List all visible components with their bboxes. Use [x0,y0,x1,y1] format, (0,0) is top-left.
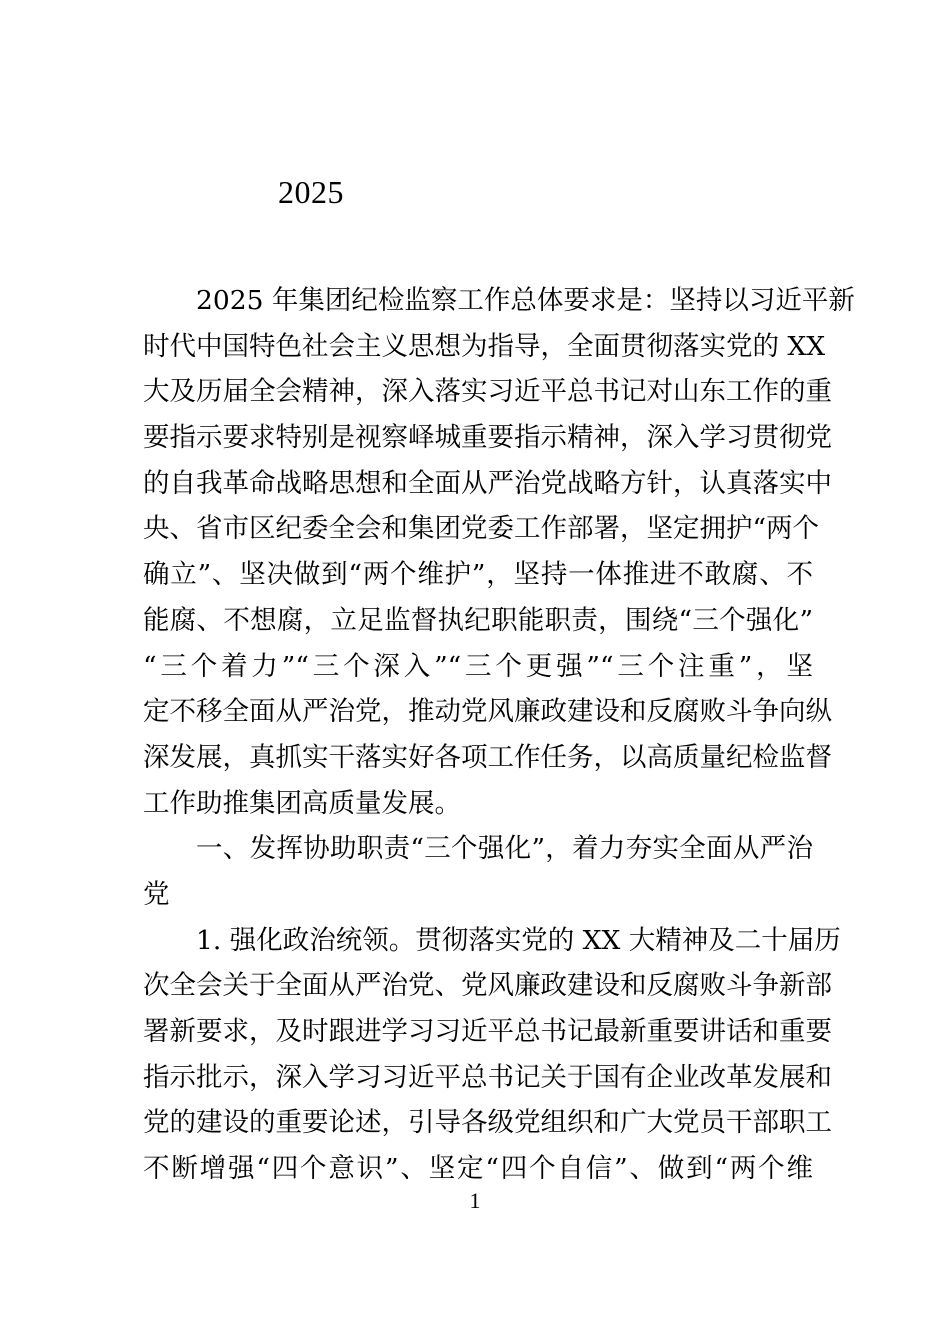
section-heading-line: 党 [143,878,170,910]
body-line: 能腐、不想腐，立足监督执纪职能职责，围绕“三个强化” [143,604,813,636]
body-line: 2025 年集团纪检监察工作总体要求是：坚持以习近平新 [196,285,855,316]
body-line: 指示批示，深入学习习近平总书记关于国有企业改革发展和 [143,1061,832,1093]
body-line: 大及历届全会精神，深入落实习近平总书记对山东工作的重 [143,376,832,408]
body-line: 定不移全面从严治党，推动党风廉政建设和反腐败斗争向纵 [143,696,832,728]
body-line: 深发展，真抓实干落实好各项工作任务，以高质量纪检监督 [143,741,832,773]
body-line: 时代中国特色社会主义思想为指导，全面贯彻落实党的 XX [143,330,826,362]
body-line: 确立”、坚决做到“两个维护”，坚持一体推进不敢腐、不 [143,559,813,591]
body-line: 工作助推集团高质量发展。 [143,787,461,819]
body-line: “三个着力”“三个深入”“三个更强”“三个注重”，坚 [143,650,813,682]
document-title: 2025 [278,174,344,210]
body-line: 次全会关于全面从严治党、党风廉政建设和反腐败斗争新部 [143,970,832,1002]
body-line: 党的建设的重要论述，引导各级党组织和广大党员干部职工 [143,1107,832,1139]
body-line: 1. 强化政治统领。贯彻落实党的 XX 大精神及二十届历 [196,924,841,956]
body-line: 的自我革命战略思想和全面从严治党战略方针，认真落实中 [143,467,832,499]
document-body [143,278,855,1192]
body-line: 央、省市区纪委全会和集团党委工作部署，坚定拥护“两个 [143,513,820,545]
body-line: 不断增强“四个意识”、坚定“四个自信”、做到“两个维 [143,1153,813,1185]
section-heading-line: 一、发挥协助职责“三个强化”，着力夯实全面从严治 [196,833,813,865]
page-number: 1 [469,1188,481,1213]
body-line: 要指示要求特别是视察峄城重要指示精神，深入学习贯彻党 [143,422,832,454]
body-line: 署新要求，及时跟进学习习近平总书记最新重要讲话和重要 [143,1016,832,1047]
